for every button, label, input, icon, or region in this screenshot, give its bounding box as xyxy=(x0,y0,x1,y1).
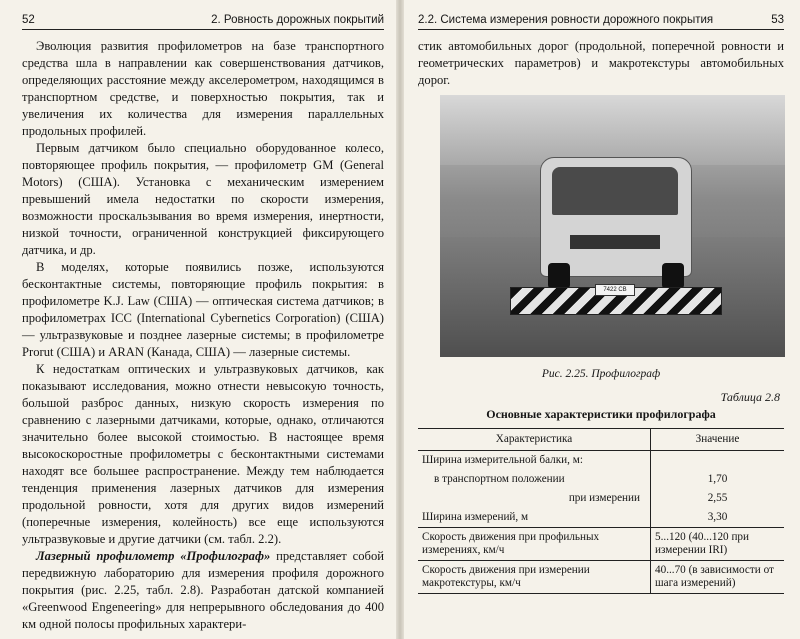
paragraph-continuation: стик автомобильных дорог (продольной, поперечной ровности и геометрических параметров) и макротекстуры автомобильных дорог. xyxy=(418,39,784,87)
table-cell-name: в транспортном положении xyxy=(418,470,651,489)
paragraph: Первым датчиком было специально оборудованное колесо, повторяющее профиль покрытия, — профилометр GM (General Motors) (США). Установка с механическим измерением превышений имела недостатки по скорости измерения, возможности проскальзывания во время измерения, инертности, низкой точности, ограниченной конструкцией фиксирующего датчика, и др. xyxy=(22,141,384,257)
left-body-text xyxy=(22,38,384,633)
paragraph-profilograph xyxy=(22,548,384,633)
page-number-left: 52 xyxy=(22,14,35,26)
table-row xyxy=(418,508,784,528)
table-row xyxy=(418,561,784,594)
running-head-left xyxy=(22,14,384,30)
paragraph: В моделях, которые появились позже, используются бесконтактные системы, повторяющие профиль покрытия: в профилометре K.J. Law (США) — оптическая система датчиков; в профилометрах ICC (International Cybernetics Corporation) (США) — ультразвуковые и позднее лазерные системы; в профилометре Prorut (США) и ARAN (Канада, США) — лазерные системы. xyxy=(22,260,384,359)
right-page xyxy=(400,0,800,639)
table-title: Основные характеристики профилографа xyxy=(486,407,716,421)
table-header-value: Значение xyxy=(651,429,785,451)
table-row xyxy=(418,470,784,489)
table-cell-name: Ширина измерительной балки, м: xyxy=(418,451,651,471)
table-row xyxy=(418,451,784,471)
right-body-text xyxy=(418,38,784,89)
paragraph-lead: Лазерный профилометр «Профилограф» xyxy=(36,549,271,563)
table-row xyxy=(418,489,784,508)
table-cell-name: Ширина измерений, м xyxy=(418,508,651,528)
paragraph: Эволюция развития профилометров на базе транспортного средства шла в направлении как совершенствования датчиков, определяющих расстояние между акселерометром, находящимся в транспортном средстве, и поверхностью покрытия, так и увеличения их количества для измерения параллельных продольных профилей. xyxy=(22,39,384,138)
table-cell-value xyxy=(651,451,785,471)
profilograph-van-photo xyxy=(440,95,785,357)
van-wheel-left xyxy=(548,263,570,289)
table-header-characteristic: Характеристика xyxy=(418,429,651,451)
running-head-right xyxy=(418,14,784,30)
table-header-row xyxy=(418,429,784,451)
table-cell-name: Скорость движения при измерении макротекстуры, км/ч xyxy=(418,561,651,594)
table-cell-value: 1,70 xyxy=(707,473,728,485)
van-wheel-right xyxy=(662,263,684,289)
table-cell-value: 40...70 (в зависимости от шага измерений) xyxy=(651,561,785,594)
license-plate: 7422 CB xyxy=(595,284,635,296)
table-cell-value: 2,55 xyxy=(707,492,728,504)
paragraph: К недостаткам оптических и ультразвуковых датчиков, как показывают исследования, можно отнести невысокую точность, большой разброс данных, низкую скорость измерения по сравнению с лазерными датчиками, которые, однако, отличаются значительно более высокой стоимостью. В настоящее время высокоскоростные профилометры с бесконтактными системами находят все большее распространение. Между тем наблюдается тенденция применения лазерных датчиков для измерения продольной ровности, хотя для других видов измерений (поперечные измерения, колейность) все еще используются ультразвуковые и другие датчики (см. табл. 2.2). xyxy=(22,362,384,546)
van-grille xyxy=(570,235,660,249)
table-cell-value: 5...120 (40...120 при измерении IRI) xyxy=(651,528,785,561)
table-cell-name: Скорость движения при профильных измерениях, км/ч xyxy=(418,528,651,561)
van-windshield xyxy=(552,167,678,215)
chapter-title-right: 2.2. Система измерения ровности дорожного покрытия xyxy=(418,14,714,26)
chapter-title-left: 2. Ровность дорожных покрытий xyxy=(211,14,384,26)
photo-sky xyxy=(440,95,785,165)
figure-caption: Рис. 2.25. Профилограф xyxy=(541,368,661,380)
table-cell-value: 3,30 xyxy=(707,511,728,523)
page-number-right: 53 xyxy=(771,14,784,26)
paragraph-rest: представляет собой передвижную лабораторию для измерения профиля дорожного покрытия (рис. 2.25, табл. 2.8). Разработан датской компанией «Greenwood Engeneering» для непрерывного обследования до 400 км одной полосы профильных характери- xyxy=(22,549,384,631)
left-page xyxy=(0,0,398,639)
table-cell-name: при измерении xyxy=(418,489,651,508)
characteristics-table xyxy=(418,428,784,594)
table-label: Таблица 2.8 xyxy=(720,390,780,404)
table-row xyxy=(418,528,784,561)
